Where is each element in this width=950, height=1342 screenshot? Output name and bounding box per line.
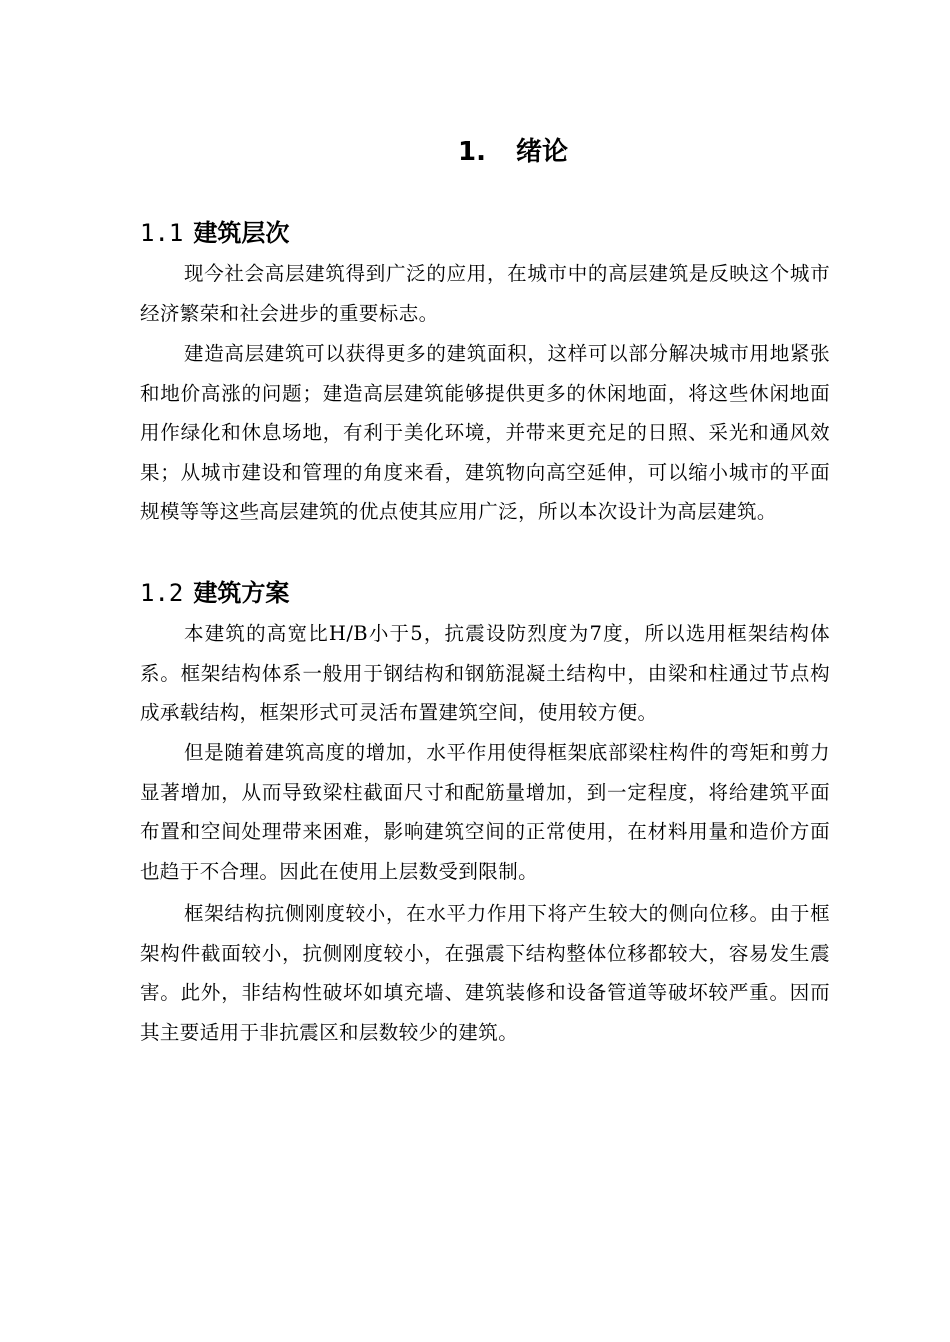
section-number: 1.2 xyxy=(140,579,184,607)
paragraph: 建造高层建筑可以获得更多的建筑面积，这样可以部分解决城市用地紧张和地价高涨的问题；建造高层建筑能够提供更多的休闲地面，将这些休闲地面用作绿化和休息场地，有利于美化环境，并带来更充足的日照、采光和通风效果；从城市建设和管理的角度来看，建筑物向高空延伸，可以缩小城市的平面规模等等这些高层建筑的优点使其应用广泛，所以本次设计为高层建筑。 xyxy=(140,342,830,523)
paragraph: 框架结构抗侧刚度较小，在水平力作用下将产生较大的侧向位移。由于框架构件截面较小，抗侧刚度较小，在强震下结构整体位移都较大，容易发生震害。此外，非结构性破坏如填充墙、建筑装修和设备管道等破坏较严重。因而其主要适用于非抗震区和层数较少的建筑。 xyxy=(140,902,830,1044)
section-title: 建筑方案 xyxy=(193,579,290,607)
chapter-title-text: 绪论 xyxy=(515,137,568,167)
section-title: 建筑层次 xyxy=(193,219,290,247)
section-heading-1-2 xyxy=(140,573,289,613)
paragraph: 但是随着建筑高度的增加，水平作用使得框架底部梁柱构件的弯矩和剪力显著增加，从而导致梁柱截面尺寸和配筋量增加，到一定程度，将给建筑平面布置和空间处理带来困难，影响建筑空间的正常使用，在材料用量和造价方面也趋于不合理。因此在使用上层数受到限制。 xyxy=(140,741,830,883)
paragraph: 现今社会高层建筑得到广泛的应用，在城市中的高层建筑是反映这个城市经济繁荣和社会进步的重要标志。 xyxy=(140,262,830,325)
paragraph: 本建筑的高宽比H/B小于5，抗震设防烈度为7度，所以选用框架结构体系。框架结构体系一般用于钢结构和钢筋混凝土结构中，由梁和柱通过节点构成承载结构，框架形式可灵活布置建筑空间，使用较方便。 xyxy=(140,622,830,724)
section-heading-1-1 xyxy=(140,213,289,253)
chapter-title xyxy=(0,132,950,172)
section-number: 1.1 xyxy=(140,219,184,247)
chapter-number: 1. xyxy=(458,137,486,167)
